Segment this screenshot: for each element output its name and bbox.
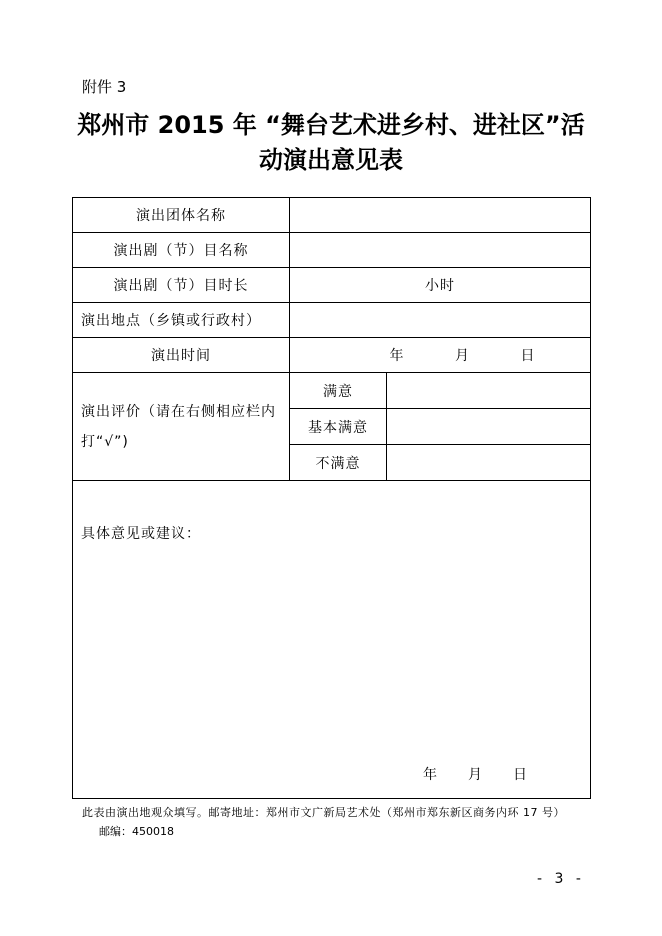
day-label: 日 [520, 348, 536, 364]
month-label: 月 [455, 348, 470, 364]
row-program-name [73, 233, 591, 268]
row-duration [73, 268, 591, 303]
attachment-label: 附件 3 [82, 78, 127, 96]
troupe-name-field[interactable] [290, 198, 591, 233]
evaluation-label: 演出评价（请在右侧相应栏内打“√”) [73, 373, 290, 481]
postcode: 邮编：450018 [99, 825, 174, 838]
option-basically-satisfied-check-cell[interactable] [387, 409, 591, 445]
row-opinion [73, 481, 591, 799]
duration-label: 演出剧（节）目时长 [73, 268, 290, 303]
time-label: 演出时间 [73, 338, 290, 373]
option-unsatisfied: 不满意 [290, 445, 387, 481]
year-label: 年 [389, 348, 405, 364]
opinion-label: 具体意见或建议： [81, 526, 201, 542]
location-label: 演出地点（乡镇或行政村） [73, 303, 290, 338]
location-field[interactable] [290, 303, 591, 338]
document-title-line2: 动演出意见表 [259, 146, 403, 174]
time-field[interactable] [290, 338, 591, 373]
row-eval-satisfied [73, 373, 591, 409]
duration-field[interactable] [290, 268, 591, 303]
duration-unit: 小时 [425, 278, 455, 294]
row-location [73, 303, 591, 338]
option-satisfied-check-cell[interactable] [387, 373, 591, 409]
troupe-name-label: 演出团体名称 [73, 198, 290, 233]
page-number: - 3 - [537, 871, 585, 887]
option-satisfied: 满意 [290, 373, 387, 409]
row-troupe-name [73, 198, 591, 233]
document-title-line1: 郑州市 2015 年 “舞台艺术进乡村、进社区”活 [77, 111, 585, 139]
row-time [73, 338, 591, 373]
feedback-form-table [72, 197, 591, 799]
opinion-field[interactable] [73, 481, 591, 799]
opinion-date: 年 月 日 [423, 767, 528, 783]
program-name-label: 演出剧（节）目名称 [73, 233, 290, 268]
program-name-field[interactable] [290, 233, 591, 268]
option-basically-satisfied: 基本满意 [290, 409, 387, 445]
mailing-note: 此表由演出地观众填写。邮寄地址：郑州市文广新局艺术处（郑州市郑东新区商务内环 17 号） [82, 806, 565, 819]
option-unsatisfied-check-cell[interactable] [387, 445, 591, 481]
